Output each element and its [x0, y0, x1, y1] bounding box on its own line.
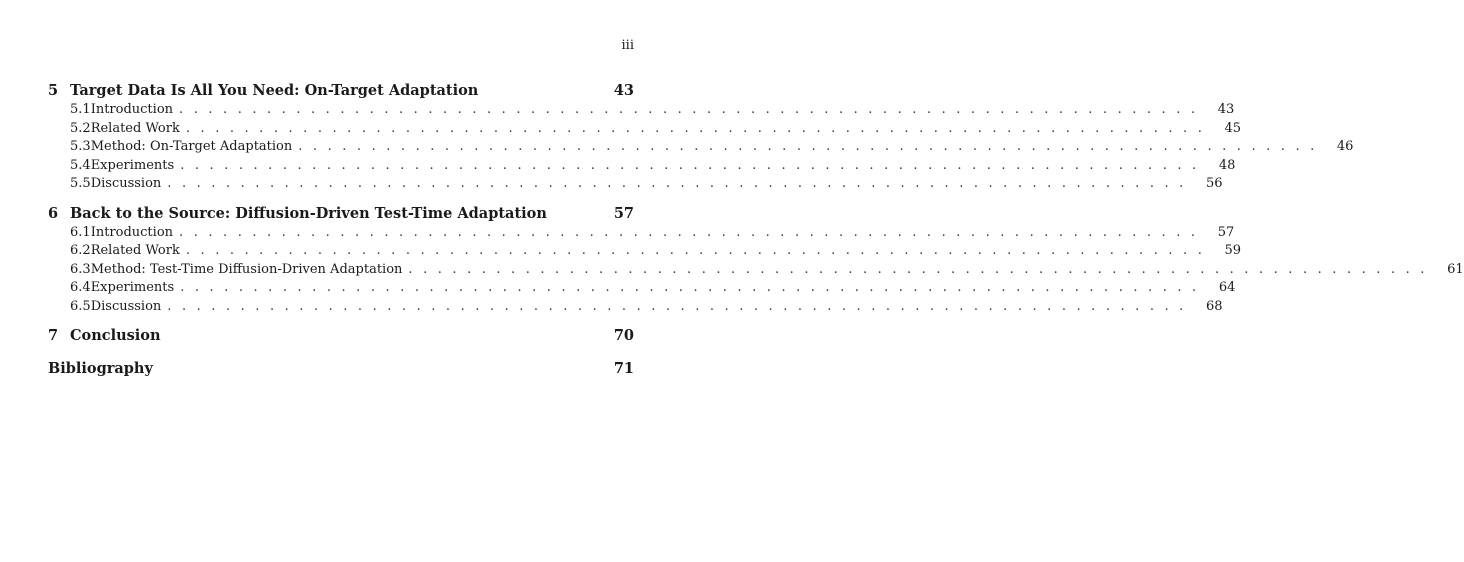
section-title: Related Work: [90, 120, 180, 136]
dot-leader: . . . . . . . . . . . . . . . . . . . . . . . . . . . . . . . . . . . . . . . . . . . . . . . . . . . . . . . . . . . . . . . . . . . . . .: [167, 298, 1187, 314]
section-title: Experiments: [90, 280, 175, 295]
section-title: Related Work: [90, 243, 180, 258]
toc-chapter-7: [48, 327, 634, 347]
section-page: 57: [1217, 224, 1235, 240]
dot-leader: . . . . . . . . . . . . . . . . . . . . . . . . . . . . . . . . . . . . . . . . . . . . . . . . . . . . . . . . . . . . . . . . . . . . . .: [408, 261, 1428, 277]
dot-leader: . . . . . . . . . . . . . . . . . . . . . . . . . . . . . . . . . . . . . . . . . . . . . . . . . . . . . . . . . . . . . . . . . . . . . .: [180, 157, 1200, 173]
chapter-title: Conclusion: [70, 327, 161, 344]
section-number: 6.1: [70, 224, 91, 240]
section-number: 5.1: [70, 102, 91, 117]
section-title: Method: Test-Time Diffusion-Driven Adaptation: [90, 261, 403, 277]
dot-leader: . . . . . . . . . . . . . . . . . . . . . . . . . . . . . . . . . . . . . . . . . . . . . . . . . . . . . . . . . . . . . . . . . . . . . .: [179, 224, 1199, 240]
toc-section-entry[interactable]: [48, 298, 1223, 318]
page-number: iii: [621, 38, 634, 53]
section-number: 5.2: [70, 120, 91, 136]
dot-leader: . . . . . . . . . . . . . . . . . . . . . . . . . . . . . . . . . . . . . . . . . . . . . . . . . . . . . . . . . . . . . . . . . . . . . .: [167, 176, 1187, 191]
section-number: 5.5: [70, 176, 91, 191]
chapter-title: Bibliography: [48, 360, 153, 377]
section-page: 61: [1447, 261, 1464, 277]
dot-leader: . . . . . . . . . . . . . . . . . . . . . . . . . . . . . . . . . . . . . . . . . . . . . . . . . . . . . . . . . . . . . . . . . . . . . .: [180, 280, 1200, 295]
toc-section-entry[interactable]: [48, 120, 1242, 140]
toc-section-entry[interactable]: [48, 157, 1236, 177]
section-page: 43: [1217, 102, 1235, 117]
toc-section-entry[interactable]: [48, 176, 1223, 195]
section-title: Introduction: [90, 224, 174, 240]
toc-section-entry[interactable]: [48, 261, 1464, 281]
chapter-number: 6: [48, 204, 59, 222]
section-page: 64: [1218, 280, 1236, 295]
section-title: Discussion: [90, 176, 162, 191]
section-title: Introduction: [90, 102, 174, 117]
chapter-title: Back to the Source: Diffusion-Driven Test-Time Adaptation: [70, 204, 547, 222]
toc-section-entry[interactable]: [48, 139, 1354, 158]
dot-leader: . . . . . . . . . . . . . . . . . . . . . . . . . . . . . . . . . . . . . . . . . . . . . . . . . . . . . . . . . . . . . . . . . . . . . .: [185, 243, 1206, 258]
chapter-page: 71: [613, 360, 634, 377]
chapter-page: 70: [613, 327, 634, 344]
dot-leader: . . . . . . . . . . . . . . . . . . . . . . . . . . . . . . . . . . . . . . . . . . . . . . . . . . . . . . . . . . . . . . . . . . . . . .: [298, 139, 1318, 154]
section-number: 5.3: [70, 139, 91, 154]
chapter-title: Target Data Is All You Need: On-Target Adaptation: [70, 82, 479, 99]
section-number: 6.5: [70, 298, 91, 314]
toc-section-entry[interactable]: [48, 224, 1235, 244]
toc-chapter-entry[interactable]: [48, 82, 634, 102]
section-number: 5.4: [70, 157, 91, 173]
toc-chapter-entry[interactable]: [48, 360, 634, 380]
toc-chapter-entry[interactable]: [48, 205, 634, 225]
toc-chapter-entry[interactable]: [48, 327, 634, 347]
section-page: 56: [1205, 176, 1223, 191]
toc-chapter-5: [48, 82, 1354, 195]
section-title: Discussion: [90, 298, 162, 314]
section-number: 6.2: [70, 243, 91, 258]
toc-section-entry[interactable]: [48, 102, 1235, 121]
section-page: 48: [1218, 157, 1236, 173]
section-page: 59: [1224, 243, 1242, 258]
section-title: Method: On-Target Adaptation: [90, 139, 293, 154]
toc-chapter-6: [48, 204, 1464, 318]
section-page: 46: [1336, 139, 1354, 154]
toc-bibliography: [48, 360, 634, 380]
section-number: 6.3: [70, 261, 91, 277]
table-of-contents: [48, 82, 1464, 393]
dot-leader: . . . . . . . . . . . . . . . . . . . . . . . . . . . . . . . . . . . . . . . . . . . . . . . . . . . . . . . . . . . . . . . . . . . . . .: [179, 102, 1199, 117]
toc-section-entry[interactable]: [48, 243, 1242, 262]
chapter-number: 5: [48, 82, 59, 99]
chapter-page: 57: [613, 204, 634, 222]
chapter-number: 7: [48, 327, 59, 344]
chapter-page: 43: [613, 82, 634, 99]
section-title: Experiments: [90, 157, 175, 173]
toc-section-entry[interactable]: [48, 280, 1236, 299]
section-page: 68: [1205, 298, 1223, 314]
dot-leader: . . . . . . . . . . . . . . . . . . . . . . . . . . . . . . . . . . . . . . . . . . . . . . . . . . . . . . . . . . . . . . . . . . . . . .: [185, 120, 1206, 136]
section-number: 6.4: [70, 280, 91, 295]
section-page: 45: [1224, 120, 1242, 136]
